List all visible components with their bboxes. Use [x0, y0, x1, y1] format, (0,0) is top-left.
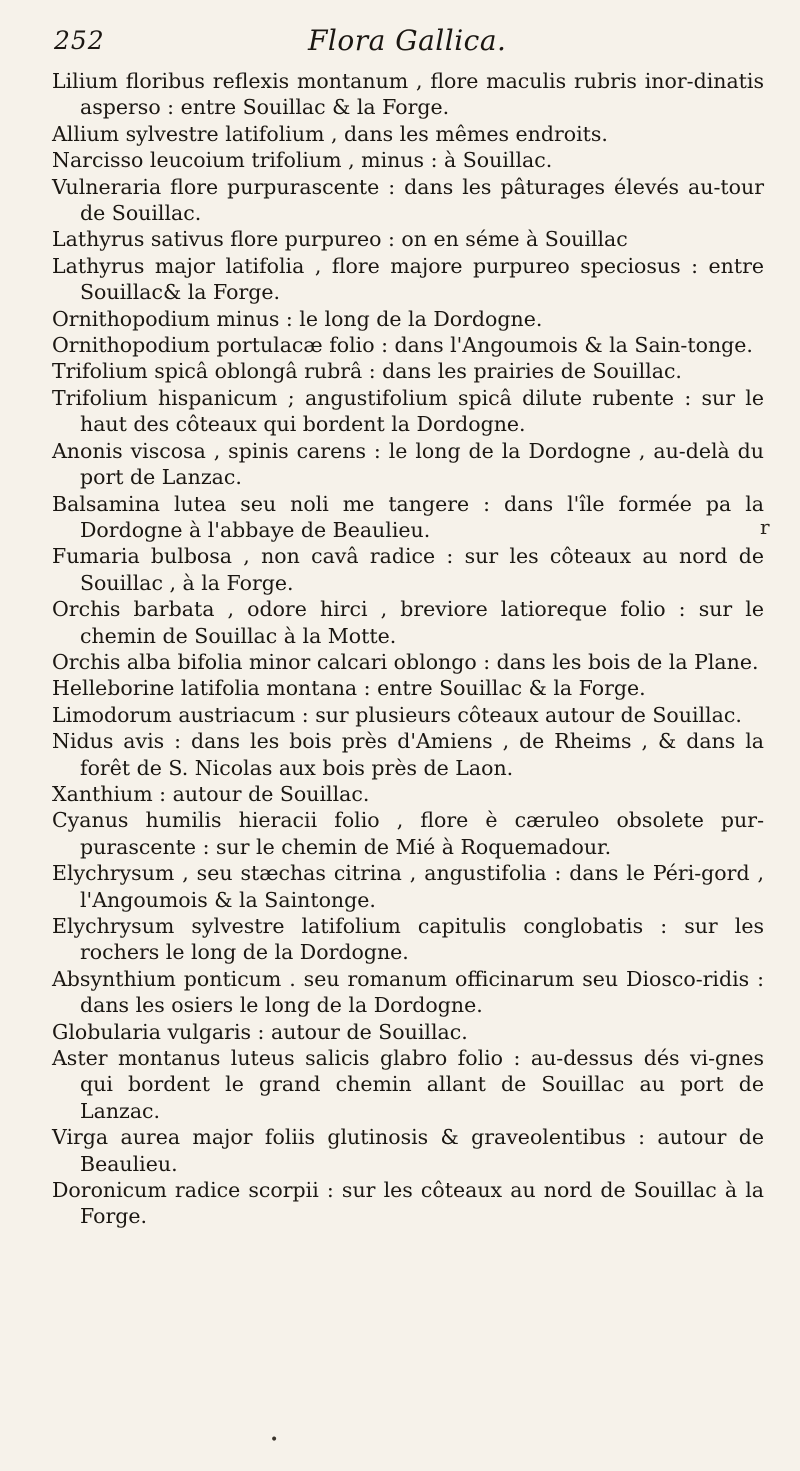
plant-entry: Allium sylvestre latifolium , dans les mêmes endroits.	[52, 121, 608, 146]
plant-entry: Elychrysum sylvestre latifolium capitulis conglobatis : sur les rochers le long de la Dordogne.	[52, 914, 764, 965]
plant-entry: Aster montanus luteus salicis glabro folio : au-dessus dés vi-gnes qui bordent le grand chemin allant de Souillac au port de Lanzac.	[52, 1046, 764, 1123]
plant-entry: Orchis barbata , odore hirci , breviore latioreque folio : sur le chemin de Souillac à la Motte.	[52, 597, 764, 648]
plant-entry: Balsamina lutea seu noli me tangere : dans l'île formée pa la Dordogne à l'abbaye de Beaulieu.	[52, 491, 764, 542]
plant-entry: Virga aurea major foliis glutinosis & graveolentibus : autour de Beaulieu.	[52, 1125, 764, 1176]
plant-entry: Orchis alba bifolia minor calcari oblongo : dans les bois de la Plane.	[52, 649, 759, 674]
plant-entry: Fumaria bulbosa , non cavâ radice : sur les côteaux au nord de Souillac , à la Forge.	[52, 544, 764, 595]
plant-entry: Helleborine latifolia montana : entre Souillac & la Forge.	[52, 676, 646, 701]
plant-entry: Absynthium ponticum . seu romanum officinarum seu Diosco-ridis : dans les osiers le long de la Dordogne.	[52, 966, 764, 1018]
plant-entry: Lilium floribus reflexis montanum , flore maculis rubris inor-dinatis asperso : entre Souillac & la Forge.	[52, 69, 764, 120]
plant-entry: Trifolium hispanicum ; angustifolium spicâ dilute rubente : sur le haut des côteaux qui bordent la Dordogne.	[52, 385, 764, 437]
plant-entry: Ornithopodium minus : le long de la Dordogne.	[52, 306, 543, 331]
running-title: Flora Gallica.	[308, 24, 507, 57]
plant-entry: Vulneraria flore purpurascente : dans les pâturages élevés au-tour de Souillac.	[52, 174, 764, 226]
plant-entry: Elychrysum , seu stæchas citrina , angustifolia : dans le Péri-gord , l'Angoumois & la Saintonge.	[52, 861, 764, 912]
plant-entry: Doronicum radice scorpii : sur les côteaux au nord de Souillac à la Forge.	[52, 1178, 764, 1229]
plant-entry: Lathyrus major latifolia , flore majore purpureo speciosus : entre Souillac& la Forge.	[52, 253, 764, 305]
plant-entry: Nidus avis : dans les bois près d'Amiens , de Rheims , & dans la forêt de S. Nicolas aux bois près de Laon.	[52, 729, 764, 780]
ink-dot-mark: •	[270, 1432, 279, 1448]
margin-mark: r	[760, 515, 770, 539]
plant-entry: Anonis viscosa , spinis carens : le long de la Dordogne , au-delà du port de Lanzac.	[52, 438, 764, 490]
plant-entry: Xanthium : autour de Souillac.	[52, 781, 370, 806]
plant-entry: Ornithopodium portulacæ folio : dans l'Angoumois & la Sain-tonge.	[52, 333, 753, 358]
plant-entry: Trifolium spicâ oblongâ rubrâ : dans les prairies de Souillac.	[52, 359, 682, 384]
plant-entry: Globularia vulgaris : autour de Souillac.	[52, 1019, 468, 1044]
plant-list	[52, 68, 764, 1230]
plant-entry: Narcisso leucoium trifolium , minus : à Souillac.	[52, 148, 553, 173]
plant-entry: Cyanus humilis hieracii folio , flore è cæruleo obsolete pur-purascente : sur le chemin de Mié à Roquemadour.	[52, 808, 764, 859]
plant-entry: Limodorum austriacum : sur plusieurs côteaux autour de Souillac.	[52, 702, 742, 727]
plant-entry: Lathyrus sativus flore purpureo : on en séme à Souillac	[52, 227, 628, 252]
page-header	[52, 22, 764, 62]
page-number: 252	[54, 26, 105, 55]
